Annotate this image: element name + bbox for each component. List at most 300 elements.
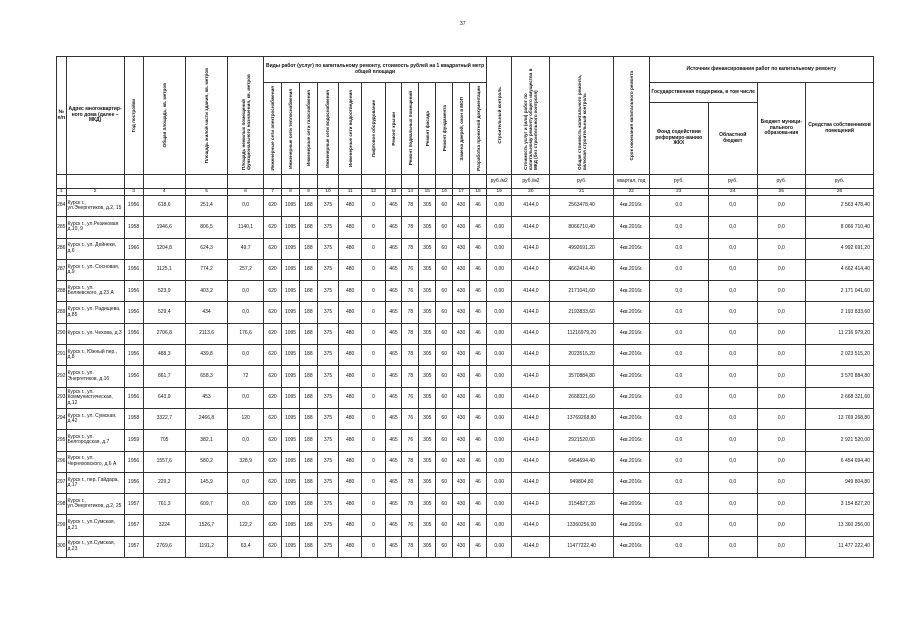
work-cost-cell: 430 xyxy=(453,281,470,302)
municipal-cell: 0,0 xyxy=(757,494,806,515)
fund-cell: 0,0 xyxy=(649,387,708,408)
table-row xyxy=(57,281,874,302)
regional-cell: 0,0 xyxy=(708,345,757,366)
header-work-1: Инженерные сети электроснабжения xyxy=(264,83,282,175)
municipal-cell: 0,0 xyxy=(757,302,806,323)
work-cost-cell: 620 xyxy=(264,408,282,429)
page-number: 37 xyxy=(460,21,466,27)
total-area-cell: 1946,6 xyxy=(143,217,185,238)
total-area-cell: 2769,6 xyxy=(143,536,185,557)
work-cost-cell: 480 xyxy=(339,494,362,515)
year-cell: 1957 xyxy=(124,494,143,515)
address-cell: Курск г., ул. Энергетиков, д.16 xyxy=(66,366,124,387)
work-cost-cell: 1095 xyxy=(282,196,300,217)
work-cost-cell: 60 xyxy=(436,408,453,429)
column-number: 5 xyxy=(185,189,227,196)
work-cost-cell: 620 xyxy=(264,217,282,238)
fund-cell: 0,0 xyxy=(649,302,708,323)
work-cost-cell: 305 xyxy=(419,345,436,366)
work-cost-cell: 60 xyxy=(436,302,453,323)
column-number: 25 xyxy=(757,189,806,196)
work-cost-cell: 46 xyxy=(470,196,487,217)
nonres-area-cell: 0,0 xyxy=(228,345,264,366)
work-cost-cell: 620 xyxy=(264,515,282,536)
row-number: 293 xyxy=(57,387,67,408)
header-sources-group: Источник финансирования работ по капитальному ремонту xyxy=(649,57,873,83)
work-cost-cell: 480 xyxy=(339,451,362,472)
year-cell: 1956 xyxy=(124,345,143,366)
municipal-cell: 0,0 xyxy=(757,345,806,366)
year-cell: 1956 xyxy=(124,196,143,217)
total-cost-cell: 2921520,00 xyxy=(550,430,613,451)
work-cost-cell: 480 xyxy=(339,366,362,387)
cost-per-m2-cell: 4144,0 xyxy=(512,196,550,217)
row-number: 284 xyxy=(57,196,67,217)
cost-per-m2-cell: 4144,0 xyxy=(512,238,550,259)
address-cell: Курск г., Южный пер., д.8 xyxy=(66,345,124,366)
regional-cell: 0,0 xyxy=(708,238,757,259)
row-number: 294 xyxy=(57,408,67,429)
work-cost-cell: 46 xyxy=(470,494,487,515)
header-total-area: Общая площадь, кв. метров xyxy=(143,57,185,175)
living-area-cell: 774,2 xyxy=(185,259,227,280)
header-work-7: Ремонт крыши xyxy=(385,83,402,175)
table-row xyxy=(57,217,874,238)
living-area-cell: 658,3 xyxy=(185,366,227,387)
work-cost-cell: 430 xyxy=(453,536,470,557)
work-cost-cell: 1095 xyxy=(282,472,300,493)
fund-cell: 0,0 xyxy=(649,451,708,472)
control-cell: 0,00 xyxy=(487,366,512,387)
work-cost-cell: 465 xyxy=(385,238,402,259)
work-cost-cell: 60 xyxy=(436,196,453,217)
work-cost-cell: 465 xyxy=(385,259,402,280)
column-number: 9 xyxy=(299,189,317,196)
address-cell: Курск г., ул.Энергетиков, д.2, 15 xyxy=(66,196,124,217)
address-cell: Курск г., ул. Черняховского, д.6 А xyxy=(66,451,124,472)
work-cost-cell: 375 xyxy=(317,345,338,366)
work-cost-cell: 465 xyxy=(385,345,402,366)
nonres-area-cell: 0,0 xyxy=(228,387,264,408)
work-cost-cell: 46 xyxy=(470,238,487,259)
regional-cell: 0,0 xyxy=(708,323,757,344)
work-cost-cell: 430 xyxy=(453,217,470,238)
address-cell: Курск г., ул.Энергетиков, д.2, 25 xyxy=(66,494,124,515)
header-municipal: Бюджет муници-пального образова-ния xyxy=(757,83,806,175)
owners-cell: 2 668 321,60 xyxy=(806,387,874,408)
deadline-cell: 4кв.2016г. xyxy=(613,366,649,387)
control-cell: 0,00 xyxy=(487,345,512,366)
table-row xyxy=(57,430,874,451)
living-area-cell: 580,2 xyxy=(185,451,227,472)
work-cost-cell: 1095 xyxy=(282,536,300,557)
total-area-cell: 2706,8 xyxy=(143,323,185,344)
work-cost-cell: 430 xyxy=(453,472,470,493)
control-cell: 0,00 xyxy=(487,472,512,493)
work-cost-cell: 375 xyxy=(317,451,338,472)
work-cost-cell: 188 xyxy=(299,472,317,493)
total-cost-cell: 13360256,00 xyxy=(550,515,613,536)
work-cost-cell: 78 xyxy=(402,451,419,472)
work-cost-cell: 0 xyxy=(362,451,385,472)
work-cost-cell: 620 xyxy=(264,451,282,472)
control-cell: 0,00 xyxy=(487,430,512,451)
work-cost-cell: 76 xyxy=(402,387,419,408)
work-cost-cell: 430 xyxy=(453,515,470,536)
nonres-area-cell: 0,0 xyxy=(228,196,264,217)
work-cost-cell: 46 xyxy=(470,430,487,451)
address-cell: Курск г., ул.Сумская, д.21 xyxy=(66,515,124,536)
nonres-area-cell: 63,4 xyxy=(228,536,264,557)
table-row xyxy=(57,196,874,217)
work-cost-cell: 0 xyxy=(362,430,385,451)
total-cost-cell: 2171041,60 xyxy=(550,281,613,302)
work-cost-cell: 1095 xyxy=(282,259,300,280)
year-cell: 1956 xyxy=(124,259,143,280)
work-cost-cell: 480 xyxy=(339,196,362,217)
total-area-cell: 761,3 xyxy=(143,494,185,515)
regional-cell: 0,0 xyxy=(708,494,757,515)
work-cost-cell: 305 xyxy=(419,451,436,472)
work-cost-cell: 0 xyxy=(362,408,385,429)
living-area-cell: 1526,7 xyxy=(185,515,227,536)
municipal-cell: 0,0 xyxy=(757,536,806,557)
work-cost-cell: 76 xyxy=(402,408,419,429)
header-fund: Фонд содействия реформиро-ванию ЖКХ xyxy=(649,103,708,175)
living-area-cell: 453 xyxy=(185,387,227,408)
column-number: 2 xyxy=(66,189,124,196)
living-area-cell: 439,8 xyxy=(185,345,227,366)
deadline-cell: 4кв.2016г. xyxy=(613,387,649,408)
control-cell: 0,00 xyxy=(487,302,512,323)
work-cost-cell: 480 xyxy=(339,217,362,238)
work-cost-cell: 375 xyxy=(317,494,338,515)
work-cost-cell: 480 xyxy=(339,472,362,493)
unit-fund: руб. xyxy=(649,175,708,189)
work-cost-cell: 430 xyxy=(453,259,470,280)
unit-deadline: квартал, год xyxy=(613,175,649,189)
work-cost-cell: 465 xyxy=(385,408,402,429)
row-number: 287 xyxy=(57,259,67,280)
municipal-cell: 0,0 xyxy=(757,472,806,493)
column-number: 16 xyxy=(436,189,453,196)
work-cost-cell: 188 xyxy=(299,281,317,302)
unit-total: руб. xyxy=(550,175,613,189)
table-row xyxy=(57,302,874,323)
control-cell: 0,00 xyxy=(487,515,512,536)
work-cost-cell: 188 xyxy=(299,536,317,557)
work-cost-cell: 0 xyxy=(362,323,385,344)
control-cell: 0,00 xyxy=(487,323,512,344)
owners-cell: 3 154 827,20 xyxy=(806,494,874,515)
fund-cell: 0,0 xyxy=(649,366,708,387)
nonres-area-cell: 0,0 xyxy=(228,494,264,515)
header-work-3: Инженерные сети газоснабжения xyxy=(299,83,317,175)
work-cost-cell: 1095 xyxy=(282,515,300,536)
deadline-cell: 4кв.2016г. xyxy=(613,536,649,557)
year-cell: 1956 xyxy=(124,387,143,408)
living-area-cell: 251,4 xyxy=(185,196,227,217)
table-row xyxy=(57,451,874,472)
work-cost-cell: 375 xyxy=(317,302,338,323)
work-cost-cell: 0 xyxy=(362,494,385,515)
total-area-cell: 1204,8 xyxy=(143,238,185,259)
total-cost-cell: 2023515,20 xyxy=(550,345,613,366)
work-cost-cell: 1095 xyxy=(282,238,300,259)
work-cost-cell: 305 xyxy=(419,494,436,515)
year-cell: 1957 xyxy=(124,536,143,557)
column-number: 17 xyxy=(453,189,470,196)
work-cost-cell: 1095 xyxy=(282,302,300,323)
living-area-cell: 1191,2 xyxy=(185,536,227,557)
row-number: 290 xyxy=(57,323,67,344)
work-cost-cell: 430 xyxy=(453,238,470,259)
table-row xyxy=(57,515,874,536)
work-cost-cell: 375 xyxy=(317,536,338,557)
work-cost-cell: 430 xyxy=(453,451,470,472)
deadline-cell: 4кв.2016г. xyxy=(613,281,649,302)
work-cost-cell: 60 xyxy=(436,472,453,493)
column-number: 19 xyxy=(487,189,512,196)
table-row xyxy=(57,345,874,366)
capital-repair-table xyxy=(56,56,874,558)
work-cost-cell: 46 xyxy=(470,472,487,493)
unit-regional: руб. xyxy=(708,175,757,189)
fund-cell: 0,0 xyxy=(649,408,708,429)
owners-cell: 13 769 268,80 xyxy=(806,408,874,429)
row-number: 285 xyxy=(57,217,67,238)
work-cost-cell: 430 xyxy=(453,302,470,323)
year-cell: 1958 xyxy=(124,408,143,429)
work-cost-cell: 480 xyxy=(339,387,362,408)
deadline-cell: 4кв.2016г. xyxy=(613,345,649,366)
regional-cell: 0,0 xyxy=(708,281,757,302)
column-number: 18 xyxy=(470,189,487,196)
total-cost-cell: 3570884,80 xyxy=(550,366,613,387)
work-cost-cell: 76 xyxy=(402,430,419,451)
fund-cell: 0,0 xyxy=(649,536,708,557)
work-cost-cell: 1095 xyxy=(282,494,300,515)
column-number: 6 xyxy=(228,189,264,196)
column-numbers-row xyxy=(57,189,874,196)
work-cost-cell: 375 xyxy=(317,323,338,344)
nonres-area-cell: 0,0 xyxy=(228,472,264,493)
year-cell: 1958 xyxy=(124,217,143,238)
work-cost-cell: 305 xyxy=(419,408,436,429)
work-cost-cell: 188 xyxy=(299,387,317,408)
deadline-cell: 4кв.2016г. xyxy=(613,259,649,280)
total-area-cell: 488,3 xyxy=(143,345,185,366)
control-cell: 0,00 xyxy=(487,494,512,515)
work-cost-cell: 375 xyxy=(317,472,338,493)
header-work-8: Ремонт подвальных помещений xyxy=(402,83,419,175)
nonres-area-cell: 0,0 xyxy=(228,302,264,323)
header-work-10: Ремонт фундамента xyxy=(436,83,453,175)
work-cost-cell: 188 xyxy=(299,408,317,429)
row-number: 288 xyxy=(57,281,67,302)
table-row xyxy=(57,536,874,557)
total-area-cell: 529,4 xyxy=(143,302,185,323)
owners-cell: 2 023 515,20 xyxy=(806,345,874,366)
total-cost-cell: 4662414,40 xyxy=(550,259,613,280)
nonres-area-cell: 72 xyxy=(228,366,264,387)
header-no: № п/п xyxy=(57,57,67,175)
header-year: Год постройки xyxy=(124,57,143,175)
work-cost-cell: 620 xyxy=(264,323,282,344)
work-cost-cell: 0 xyxy=(362,387,385,408)
unit-cost-m2: руб./м2 xyxy=(512,175,550,189)
total-area-cell: 3224 xyxy=(143,515,185,536)
header-work-5: Инженерные сети водоотведения xyxy=(339,83,362,175)
column-number: 13 xyxy=(385,189,402,196)
row-number: 297 xyxy=(57,472,67,493)
work-cost-cell: 465 xyxy=(385,217,402,238)
work-cost-cell: 430 xyxy=(453,323,470,344)
year-cell: 1957 xyxy=(124,515,143,536)
municipal-cell: 0,0 xyxy=(757,430,806,451)
unit-municipal: руб. xyxy=(757,175,806,189)
cost-per-m2-cell: 4144,0 xyxy=(512,281,550,302)
column-number: 12 xyxy=(362,189,385,196)
table-row xyxy=(57,387,874,408)
work-cost-cell: 305 xyxy=(419,430,436,451)
cost-per-m2-cell: 4144,0 xyxy=(512,430,550,451)
living-area-cell: 382,1 xyxy=(185,430,227,451)
cost-per-m2-cell: 4144,0 xyxy=(512,345,550,366)
total-cost-cell: 2193833,60 xyxy=(550,302,613,323)
cost-per-m2-cell: 4144,0 xyxy=(512,302,550,323)
address-cell: Курск г., ул. Беляевского, д.23 А xyxy=(66,281,124,302)
work-cost-cell: 60 xyxy=(436,259,453,280)
work-cost-cell: 188 xyxy=(299,196,317,217)
work-cost-cell: 480 xyxy=(339,430,362,451)
column-number: 11 xyxy=(339,189,362,196)
deadline-cell: 4кв.2016г. xyxy=(613,217,649,238)
year-cell: 1959 xyxy=(124,430,143,451)
work-cost-cell: 188 xyxy=(299,451,317,472)
work-cost-cell: 46 xyxy=(470,302,487,323)
work-cost-cell: 480 xyxy=(339,345,362,366)
total-area-cell: 523,9 xyxy=(143,281,185,302)
work-cost-cell: 60 xyxy=(436,494,453,515)
work-cost-cell: 60 xyxy=(436,451,453,472)
owners-cell: 11 477 222,40 xyxy=(806,536,874,557)
column-number: 24 xyxy=(708,189,757,196)
work-cost-cell: 78 xyxy=(402,323,419,344)
deadline-cell: 4кв.2016г. xyxy=(613,494,649,515)
work-cost-cell: 465 xyxy=(385,323,402,344)
deadline-cell: 4кв.2016г. xyxy=(613,515,649,536)
work-cost-cell: 480 xyxy=(339,238,362,259)
work-cost-cell: 60 xyxy=(436,536,453,557)
column-number: 7 xyxy=(264,189,282,196)
work-cost-cell: 60 xyxy=(436,281,453,302)
header-work-9: Ремонт фасада xyxy=(419,83,436,175)
work-cost-cell: 188 xyxy=(299,217,317,238)
fund-cell: 0,0 xyxy=(649,259,708,280)
control-cell: 0,00 xyxy=(487,196,512,217)
municipal-cell: 0,0 xyxy=(757,408,806,429)
work-cost-cell: 620 xyxy=(264,472,282,493)
work-cost-cell: 305 xyxy=(419,259,436,280)
table-row xyxy=(57,408,874,429)
year-cell: 1956 xyxy=(124,472,143,493)
living-area-cell: 2113,6 xyxy=(185,323,227,344)
work-cost-cell: 78 xyxy=(402,494,419,515)
work-cost-cell: 0 xyxy=(362,259,385,280)
regional-cell: 0,0 xyxy=(708,217,757,238)
row-number: 286 xyxy=(57,238,67,259)
work-cost-cell: 1095 xyxy=(282,387,300,408)
header-deadline: Срок окончания капитального ремонта xyxy=(613,57,649,175)
living-area-cell: 2466,8 xyxy=(185,408,227,429)
work-cost-cell: 375 xyxy=(317,430,338,451)
regional-cell: 0,0 xyxy=(708,302,757,323)
total-cost-cell: 6454694,40 xyxy=(550,451,613,472)
column-number: 21 xyxy=(550,189,613,196)
work-cost-cell: 188 xyxy=(299,259,317,280)
work-cost-cell: 620 xyxy=(264,430,282,451)
work-cost-cell: 46 xyxy=(470,323,487,344)
nonres-area-cell: 1140,1 xyxy=(228,217,264,238)
row-number: 296 xyxy=(57,451,67,472)
control-cell: 0,00 xyxy=(487,451,512,472)
regional-cell: 0,0 xyxy=(708,430,757,451)
year-cell: 1956 xyxy=(124,281,143,302)
fund-cell: 0,0 xyxy=(649,323,708,344)
owners-cell: 2 193 833,60 xyxy=(806,302,874,323)
work-cost-cell: 620 xyxy=(264,302,282,323)
work-cost-cell: 465 xyxy=(385,366,402,387)
work-cost-cell: 375 xyxy=(317,238,338,259)
work-cost-cell: 480 xyxy=(339,408,362,429)
cost-per-m2-cell: 4144,0 xyxy=(512,217,550,238)
work-cost-cell: 46 xyxy=(470,345,487,366)
work-cost-cell: 0 xyxy=(362,281,385,302)
work-cost-cell: 60 xyxy=(436,238,453,259)
total-area-cell: 861,7 xyxy=(143,366,185,387)
work-cost-cell: 465 xyxy=(385,387,402,408)
year-cell: 1956 xyxy=(124,302,143,323)
total-cost-cell: 949804,80 xyxy=(550,472,613,493)
work-cost-cell: 1095 xyxy=(282,366,300,387)
work-cost-cell: 46 xyxy=(470,536,487,557)
work-cost-cell: 480 xyxy=(339,259,362,280)
work-cost-cell: 480 xyxy=(339,536,362,557)
row-number: 300 xyxy=(57,536,67,557)
municipal-cell: 0,0 xyxy=(757,238,806,259)
owners-cell: 2 921 520,00 xyxy=(806,430,874,451)
municipal-cell: 0,0 xyxy=(757,259,806,280)
total-cost-cell: 2563478,40 xyxy=(550,196,613,217)
work-cost-cell: 305 xyxy=(419,536,436,557)
living-area-cell: 806,5 xyxy=(185,217,227,238)
work-cost-cell: 78 xyxy=(402,302,419,323)
control-cell: 0,00 xyxy=(487,217,512,238)
cost-per-m2-cell: 4144,0 xyxy=(512,408,550,429)
header-works-group: Виды работ (услуг) по капитальному ремонту, стоимость рублей на 1 квадратный метр общей площади xyxy=(264,57,487,83)
nonres-area-cell: 120 xyxy=(228,408,264,429)
total-cost-cell: 13769268,80 xyxy=(550,408,613,429)
control-cell: 0,00 xyxy=(487,259,512,280)
regional-cell: 0,0 xyxy=(708,408,757,429)
address-cell: Курск г., ул. Белгородская, д.7 xyxy=(66,430,124,451)
total-cost-cell: 3154827,20 xyxy=(550,494,613,515)
owners-cell: 2 171 041,60 xyxy=(806,281,874,302)
work-cost-cell: 430 xyxy=(453,345,470,366)
work-cost-cell: 78 xyxy=(402,366,419,387)
work-cost-cell: 60 xyxy=(436,387,453,408)
